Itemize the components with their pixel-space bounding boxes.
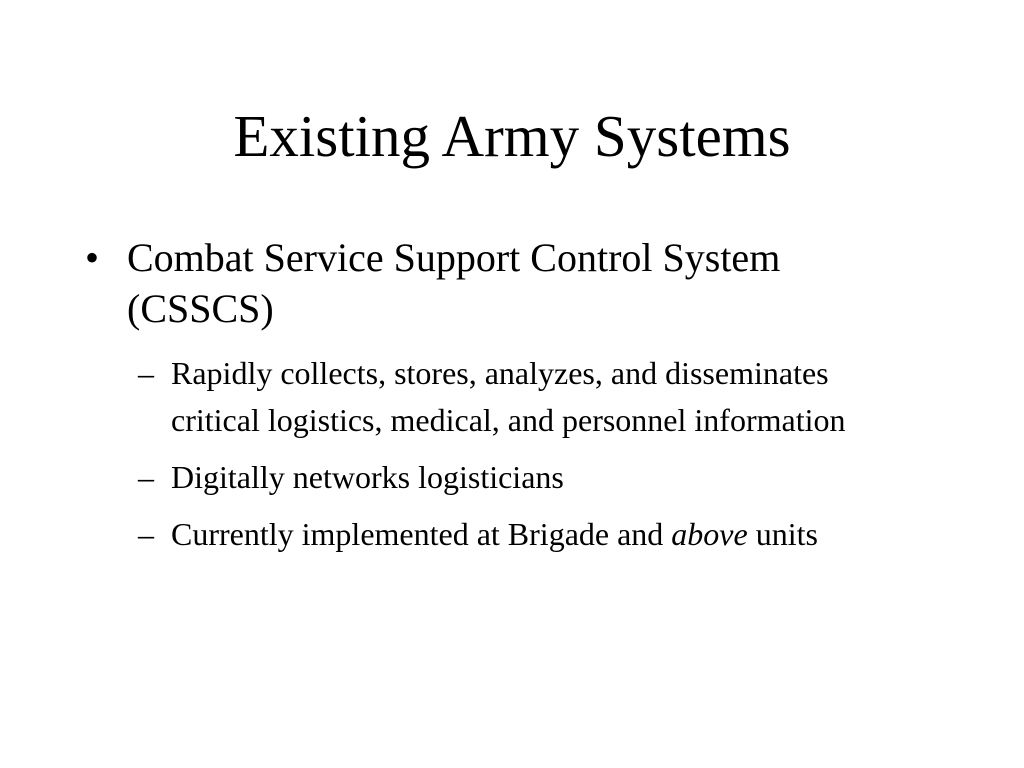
sub-bullet-item [138,511,898,558]
main-bullet-text: Combat Service Support Control System (CSSCS) [127,235,781,331]
bullet-dot-icon: • [85,235,100,280]
sub-bullet-text [171,511,898,558]
dash-icon: – [138,516,154,552]
sub-bullet-text: Digitally networks logisticians [171,459,564,495]
main-bullet [85,232,905,334]
slide-title: Existing Army Systems [233,103,791,169]
sub-bullet-item [138,350,898,444]
sub-bullet-text: Rapidly collects, stores, analyzes, and disseminates critical logistics, medical, and personnel information [171,355,846,438]
sub-bullet-list [138,350,898,568]
sub-bullet-item [138,454,898,501]
dash-icon: – [138,459,154,495]
sub-bullet-text-part: Currently implemented at Brigade and [171,516,672,552]
sub-bullet-emphasis: above [671,516,748,552]
dash-icon: – [138,355,154,391]
sub-bullet-text-part: units [747,516,818,552]
